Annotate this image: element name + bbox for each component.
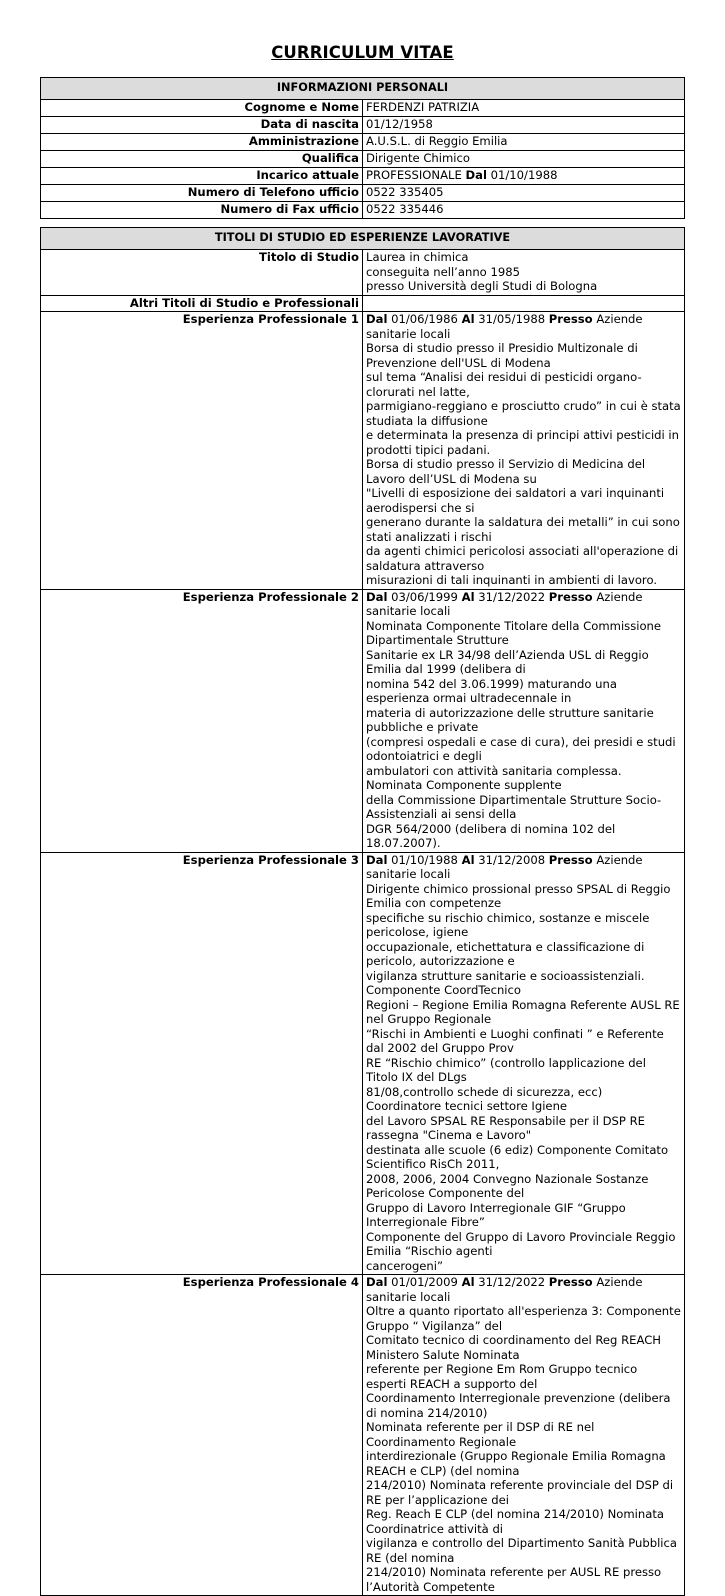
personal-info-header: INFORMAZIONI PERSONALI (41, 78, 685, 100)
qualification-value: Dirigente Chimico (363, 151, 685, 168)
other-titles-value (363, 295, 685, 312)
table-row (41, 312, 685, 590)
degree-value (363, 250, 685, 296)
experience-line: destinata alle scuole (6 ediz) Componente Comitato Scientifico RisCh 2011, (366, 1142, 669, 1171)
experience-line: Borsa di studio presso il Presidio Multizonale di Prevenzione dell'USL di Modena (366, 341, 638, 370)
experience-line: (compresi ospedali e case di cura), dei presidi e studi odontoiatrici e degli (366, 734, 676, 763)
experience-line: ambulatori con attività sanitaria complessa. Nominata Componente supplente (366, 763, 622, 792)
al-keyword: Al (461, 1275, 475, 1289)
period-start: 03/06/1999 (391, 589, 458, 604)
experience-description (363, 852, 685, 1275)
table-row (41, 202, 685, 219)
fax-label: Numero di Fax ufficio (41, 202, 363, 219)
experience-line: del Lavoro SPSAL RE Responsabile per il DSP RE rassegna "Cinema e Lavoro" (366, 1113, 645, 1142)
phone-value: 0522 335405 (363, 185, 685, 202)
experience-line: vigilanza e controllo del Dipartimento Sanità Pubblica RE (del nomina (366, 1536, 678, 1565)
table-row (41, 117, 685, 134)
experience-line: Componente del Gruppo di Lavoro Provinciale Reggio Emilia “Rischio agenti (366, 1229, 676, 1258)
experience-line: 214/2010) Nominata referente per AUSL RE presso l’Autorità Competente (366, 1565, 662, 1594)
experience-line: sul tema “Analisi dei residui di pesticidi organo-clorurati nel latte, (366, 370, 642, 399)
experience-label: Esperienza Professionale 3 (41, 852, 363, 1275)
document-title: CURRICULUM VITAE (271, 43, 454, 62)
experience-line: specifiche su rischio chimico, sostanze e miscele pericolose, igiene (366, 910, 650, 939)
table-row (41, 100, 685, 117)
experience-line: 81/08,controllo schede di sicurezza, ecc) Coordinatore tecnici settore Igiene (366, 1084, 603, 1113)
degree-line: Laurea in chimica (366, 250, 469, 264)
period-start: 01/10/1988 (391, 852, 458, 867)
dal-keyword: Dal (366, 852, 388, 867)
experience-line: Sanitarie ex LR 34/98 dell’Azienda USL di Reggio Emilia dal 1999 (delibera di (366, 647, 649, 676)
birthdate-value: 01/12/1958 (363, 117, 685, 134)
experience-line: DGR 564/2000 (delibera di nomina 102 del 18.07.2007). (366, 821, 616, 850)
experience-line: Reg. Reach E CLP (del nomina 214/2010) Nominata Coordinatrice attività di (366, 1507, 664, 1536)
experience-line: Comitato tecnico di coordinamento del Reg REACH Ministero Salute Nominata (366, 1333, 662, 1362)
name-value: FERDENZI PATRIZIA (363, 100, 685, 117)
experience-line: Regioni – Regione Emilia Romagna Referente AUSL RE nel Gruppo Regionale (366, 997, 680, 1026)
employer: Aziende sanitarie locali (366, 589, 643, 618)
dal-keyword: Dal (465, 168, 487, 182)
current-role-value (363, 168, 685, 185)
experience-line: cancerogeni” (366, 1258, 444, 1273)
degree-label: Titolo di Studio (41, 250, 363, 296)
current-role-label: Incarico attuale (41, 168, 363, 185)
experience-line: Borsa di studio presso il Servizio di Medicina del Lavoro dell’USL di Modena su (366, 457, 646, 486)
period-start: 01/06/1986 (391, 312, 458, 326)
period-start: 01/01/2009 (391, 1275, 458, 1289)
dal-keyword: Dal (366, 1275, 388, 1289)
education-header: TITOLI DI STUDIO ED ESPERIENZE LAVORATIVE (41, 228, 685, 250)
presso-keyword: Presso (548, 1275, 593, 1289)
employer: Aziende sanitarie locali (366, 1275, 643, 1304)
experience-line: Nominata Componente Titolare della Commissione Dipartimentale Strutture (366, 618, 662, 647)
administration-value: A.U.S.L. di Reggio Emilia (363, 134, 685, 151)
period-end: 31/12/2008 (478, 852, 546, 867)
experience-list (41, 312, 685, 1596)
experience-line: da agenti chimici pericolosi associati all'operazione di saldatura attraverso (366, 544, 679, 573)
experience-description (363, 1275, 685, 1596)
name-label: Cognome e Nome (41, 100, 363, 117)
presso-keyword: Presso (548, 852, 593, 867)
experience-line: della Commissione Dipartimentale Strutture Socio-Assistenziali ai sensi della (366, 792, 662, 821)
experience-label: Esperienza Professionale 2 (41, 589, 363, 852)
table-row (41, 151, 685, 168)
birthdate-label: Data di nascita (41, 117, 363, 134)
experience-line: Nominata referente per il DSP di RE nel Coordinamento Regionale (366, 1420, 595, 1449)
experience-line: occupazionale, etichettatura e classificazione di pericolo, autorizzazione e (366, 939, 645, 968)
degree-line: presso Università degli Studi di Bologna (366, 279, 598, 293)
experience-period (366, 1275, 681, 1304)
al-keyword: Al (461, 589, 475, 604)
employer: Aziende sanitarie locali (366, 312, 643, 341)
experience-line: 2008, 2006, 2004 Convegno Nazionale Sostanze Pericolose Componente del (366, 1171, 649, 1200)
qualification-label: Qualifica (41, 151, 363, 168)
experience-line: Coordinamento Interregionale prevenzione (delibera di nomina 214/2010) (366, 1391, 671, 1420)
table-row (41, 134, 685, 151)
experience-label: Esperienza Professionale 4 (41, 1275, 363, 1596)
experience-line: RE “Rischio chimico” (controllo lapplicazione del Titolo IX del DLgs (366, 1055, 646, 1084)
current-role-text: PROFESSIONALE (366, 168, 462, 182)
experience-line: generano durante la saldatura dei metalli” in cui sono stati analizzati i rischi (366, 515, 680, 544)
experience-description (363, 312, 685, 590)
experience-line: Gruppo di Lavoro Interregionale GIF “Gruppo Interregionale Fibre” (366, 1200, 626, 1229)
fax-value: 0522 335446 (363, 202, 685, 219)
table-row (41, 168, 685, 185)
experience-line: Dirigente chimico prossional presso SPSAL di Reggio Emilia con competenze (366, 881, 671, 910)
current-role-date: 01/10/1988 (490, 168, 558, 182)
table-row (41, 1275, 685, 1596)
experience-period (366, 312, 681, 341)
period-end: 31/12/2022 (478, 1275, 546, 1289)
period-end: 31/12/2022 (478, 589, 546, 604)
degree-line: conseguita nell’anno 1985 (366, 264, 520, 279)
table-row (41, 852, 685, 1275)
experience-line: nomina 542 del 3.06.1999) maturando una esperienza ormai ultradecennale in (366, 676, 617, 705)
table-row (41, 589, 685, 852)
table-row (41, 295, 685, 312)
al-keyword: Al (461, 852, 475, 867)
experience-line: Oltre a quanto riportato all'esperienza 3: Componente Gruppo “ Vigilanza” del (366, 1304, 681, 1333)
presso-keyword: Presso (548, 312, 593, 326)
experience-line: 214/2010) Nominata referente provinciale del DSP di RE per l’applicazione dei (366, 1478, 674, 1507)
experience-line: materia di autorizzazione delle strutture sanitarie pubbliche e private (366, 705, 654, 734)
experience-line: misurazioni di tali inquinanti in ambienti di lavoro. (366, 573, 658, 587)
experience-line: interdirezionale (Gruppo Regionale Emilia Romagna REACH e CLP) (del nomina (366, 1449, 666, 1478)
dal-keyword: Dal (366, 312, 388, 326)
experience-line: vigilanza strutture sanitarie e socioassistenziali. Componente CoordTecnico (366, 968, 645, 997)
table-row (41, 185, 685, 202)
period-end: 31/05/1988 (478, 312, 546, 326)
administration-label: Amministrazione (41, 134, 363, 151)
experience-line: referente per Regione Em Rom Gruppo tecnico esperti REACH a supporto del (366, 1362, 638, 1391)
education-experience-table (40, 227, 685, 1596)
table-row (41, 250, 685, 296)
al-keyword: Al (461, 312, 475, 326)
dal-keyword: Dal (366, 589, 388, 604)
presso-keyword: Presso (548, 589, 593, 604)
experience-line: “Rischi in Ambienti e Luoghi confinati ” e Referente dal 2002 del Gruppo Prov (366, 1026, 664, 1055)
experience-period (366, 590, 681, 619)
experience-line: "Livelli di esposizione dei saldatori a vari inquinanti aerodispersi che si (366, 486, 665, 515)
experience-label: Esperienza Professionale 1 (41, 312, 363, 590)
experience-period (366, 853, 681, 882)
personal-info-table (40, 77, 685, 219)
other-titles-label: Altri Titoli di Studio e Professionali (41, 295, 363, 312)
experience-line: e determinata la presenza di principi attivi pesticidi in prodotti tipici padani. (366, 428, 680, 457)
employer: Aziende sanitarie locali (366, 852, 643, 881)
experience-line: parmigiano-reggiano e prosciutto crudo” in cui è stata studiata la diffusione (366, 399, 681, 428)
phone-label: Numero di Telefono ufficio (41, 185, 363, 202)
experience-description (363, 589, 685, 852)
